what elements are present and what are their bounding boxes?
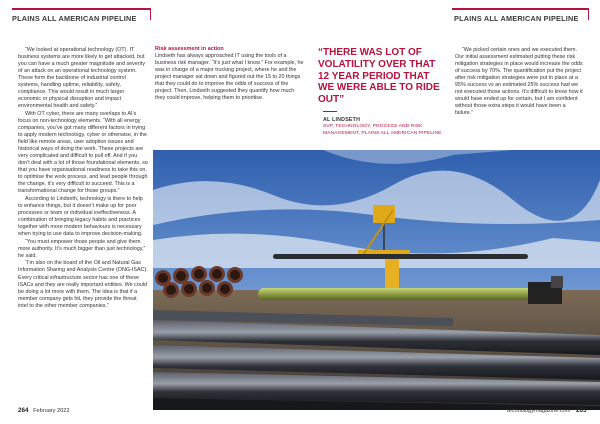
paragraph: With OT cyber, there are many overlaps to AI’s focus on non-technology elements. “With all energy companies, you’ve got many different factors in trying to apply modern technology, cyber or otherwise, in the field like remote areas, user adoption issues and historical ways of doing the work. These projects are very complicated and difficult to pull off. And if you don’t deal with a lot of those foundational elements, so that you have organisational readiness to take this on, to optimise the work process, and lead people through the change, it’s very difficult to succeed. This is a transformational change for those groups.” [18, 110, 148, 195]
running-head-right: PLAINS ALL AMERICAN PIPELINE [454, 14, 579, 23]
pipeline-photo [153, 150, 600, 410]
paragraph: Lindseth has always approached IT using the tools of a business risk manager. “It’s just what I know.” For example, he was in charge of a major trucking project, where he and the project manager sat down and figured out the 15 to 20 things that they could do to improve the odds of success of the project. Then, Lindseth suggested they quantify how much they could improve, helping them to prioritise. [155, 53, 304, 102]
page-number-right: 265 [576, 407, 587, 414]
subheading: Risk assessment in action [155, 46, 224, 52]
issue-date: February 2022 [33, 408, 70, 414]
pull-quote-name: AL LINDSETH [323, 117, 361, 123]
body-column-4 [455, 47, 585, 118]
pull-quote: “THERE WAS LOT OF VOLATILITY OVER THAT 12 YEAR PERIOD THAT WE WERE ABLE TO RIDE OUT” [318, 47, 440, 106]
header-vertical-rule [150, 8, 151, 20]
pull-quote-role: SVP, TECHNOLOGY, PROCESS AND RISK MANAGEMENT, PLAINS ALL AMERICAN PIPELINE [323, 124, 442, 136]
paragraph: According to Lindseth, technology is there to help to enhance things, but it doesn’t make up for poor processes or team or individual ineffectiveness. A combination of bringing legacy habits and practices together with more modern behaviours is necessary when trying to use data to improve decision-making. [18, 195, 143, 238]
paragraph: “You must empower those people and give them more authority. It’s much bigger than just technology,” he said. [18, 238, 146, 259]
pull-quote-rule [323, 111, 337, 112]
page-number-left: 264 [18, 407, 29, 414]
header-rule-left [12, 8, 150, 10]
paragraph: “We picked certain ones and we executed them. Our initial assessment estimated putting these risk mitigation strategies in place would increase the odds of success by 70%. The quantification put the project after risk mitigation strategies were put in place at a 95% success vs an estimated 25% success had we not executed those actions. It’s difficult to know how it would have ended up for certain, but I am confident without those extra steps it would have been a failure.” [455, 47, 583, 117]
magazine-url: technologymagazine.com [507, 408, 571, 414]
paragraph: “We looked at operational technology (OT). IT business systems are more likely to get attacked, but you can have a much greater magnitude and severity of an attack on an operational technology system. These form the backbone of industrial control systems, handling uptime, reliability, safety, compliance. This would result in much larger economic or physical disruption and impact environmental health and safety.” [18, 47, 146, 110]
pipeline-photo-illustration [153, 150, 600, 410]
folio-left [18, 407, 69, 414]
body-column-1 [18, 47, 148, 310]
folio-right [507, 407, 587, 414]
running-head-left: PLAINS ALL AMERICAN PIPELINE [12, 14, 137, 23]
header-rule-right [452, 8, 588, 10]
paragraph: “I’m also on the board of the Oil and Natural Gas Information Sharing and Analysis Centre (ONG-ISAC). Every critical infrastructure sector has one of these ISACs and they are really important entities. We could be doing a lot more with them. The idea is that if a member company gets hit, they provide the threat intel to the other member companies.” [18, 260, 148, 309]
body-column-2 [155, 46, 305, 103]
header-vertical-rule-right [588, 8, 589, 20]
